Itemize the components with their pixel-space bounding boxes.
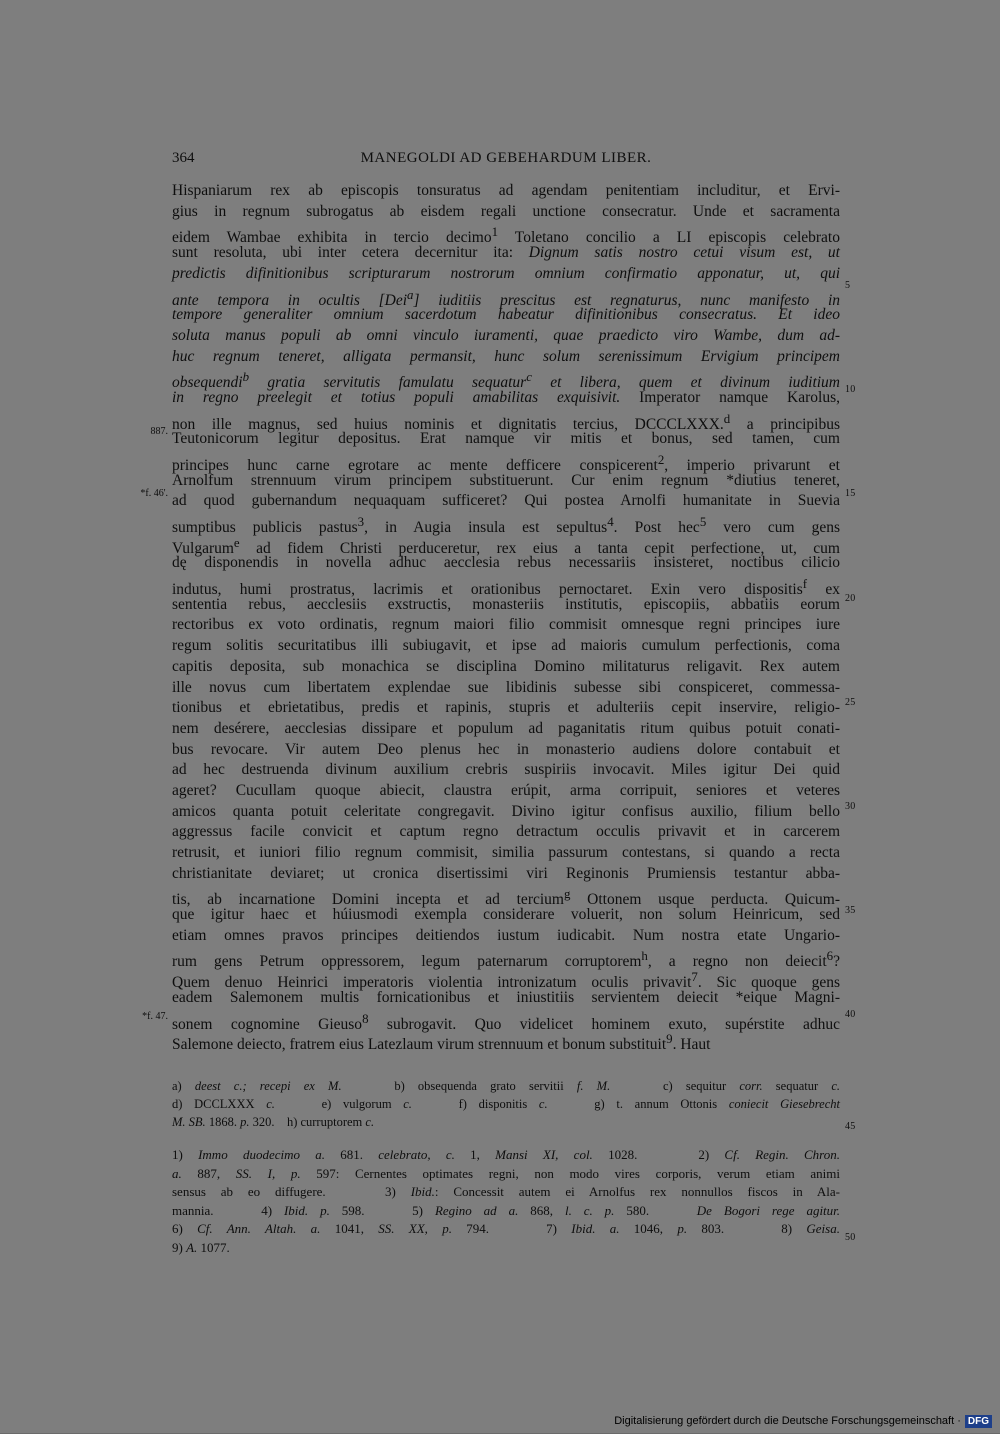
- text-line: sonem cognomine Gieuso$^8$ subrogavit. Quo videlicet hominem exuto, supérstite adhuc: [172, 1010, 840, 1033]
- text-line: ille novus cum libertatem explendae sue libidinis subesse sibi conspiceret, commessa-: [172, 678, 840, 696]
- line-number: 35: [845, 905, 856, 916]
- text-line: indutus, humi prostratus, lacrimis et orationibus pernoctaret. Exin vero dispositis$^f$ ex: [172, 576, 840, 599]
- text-line: rectoribus ex voto ordinatis, regnum maiori filio commisit omnesque regni principes iure: [172, 616, 840, 634]
- page-number: 364: [172, 150, 195, 166]
- footnotes: [172, 1146, 840, 1257]
- text-line: Teutonicorum legitur depositus. Erat namque vir mitis et bonus, sed tamen, cum: [172, 430, 840, 448]
- running-title: MANEGOLDI AD GEBEHARDUM LIBER.: [360, 150, 652, 166]
- text-line: sententia rebus, aecclesiis exstructis, monasteriis institutis, episcopiis, abbatiis eorum: [172, 595, 840, 613]
- main-text: [172, 181, 841, 1054]
- text-line: Vulgarum$^e$ ad fidem Christi perduceretur, rex eius a tanta cepit perfectione, ut, cum: [172, 534, 840, 557]
- line-number: 15: [845, 488, 856, 499]
- text-line: regum solitis securitatibus illi subiugavit, et ipse ad maioris cumulum perfectionis, coma: [172, 637, 840, 655]
- text-line: in regno preelegit et totius populi amabilitas exquisivit. Imperator namque Karolus,: [172, 388, 840, 406]
- margin-note: 887.: [150, 426, 168, 437]
- dfg-logo: DFG: [965, 1415, 992, 1428]
- text-line: rum gens Petrum oppressorem, legum paternarum corruptorem$^h$, a regno non deiecit$^6$?: [172, 948, 840, 971]
- text-line: capitis deposita, sub monachica se disciplina Domino militaturus religavit. Rex autem: [172, 657, 840, 675]
- text-line: ante tempora in ocultis [Dei$^a$] iuditiis prescitus est regnaturus, nunc manifesto in: [172, 286, 841, 309]
- text-line: christianitate deviaret; ut cronica disertissimi viri Reginonis Prumiensis testantur abba-: [172, 864, 840, 882]
- text-line: tis, ab incarnatione Domini incepta et ad tercium$^g$ Ottonem usque perducta. Quicum-: [172, 886, 841, 909]
- line-number: 30: [845, 801, 856, 812]
- text-line: tionibus et ebrietatibus, predis et rapinis, stupris et adulteriis cepit inservire, religio-: [172, 699, 840, 717]
- footer-credit: [614, 1412, 992, 1430]
- text-line: tempore generaliter omnium sacerdotum habeatur difinitionibus consecratus. Et ideo: [172, 306, 840, 324]
- text-line: non ille magnus, sed huius nominis et dignitatis tercius, DCCCLXXX.$^d$ a principibus: [172, 410, 840, 433]
- footnote-line: sensus ab eo diffugere. 3) Ibid.: Concessit autem ei Arnolfus rex nonnullos fiscos in Ala-: [172, 1184, 840, 1199]
- text-line: Quem denuo Heinrici imperatoris violentia intronizatum oculis privavit$^7$. Sic quoque gens: [172, 969, 840, 992]
- footnote-line: a. 887, SS. I, p. 597: Cernentes optimates regni, non modo vires corporis, verum etiam animi: [172, 1165, 840, 1181]
- text-line: aggressus facile convicit et captum regno detractum occulis privavit et in carcerem: [172, 823, 840, 841]
- text-line: ad quod gubernandum nequaquam sufficeret? Qui postea Arnolfi humanitate in Suevia: [172, 492, 840, 510]
- text-line: sunt resoluta, ubi inter cetera decernitur ita: Dignum satis nostro cetui visum est, ut: [172, 244, 840, 262]
- line-number: 45: [845, 1121, 856, 1132]
- text-line: Arnolfum strennuum virum principem substituerunt. Cur enim regnum *diutius teneret,: [172, 471, 840, 489]
- text-line: retrusit, et iuniori filio regnum commisit, similia passurum contestans, si quando a recta: [172, 844, 840, 861]
- apparatus-line: M. SB. 1868. p. 320. h) curruptorem c.: [172, 1115, 375, 1129]
- footnote-line: 6) Cf. Ann. Altah. a. 1041, SS. XX, p. 794. 7) Ibid. a. 1046, p. 803. 8) Geisa.: [172, 1221, 840, 1236]
- text-line: predictis difinitionibus scripturarum nostrorum omnium confirmatio apponatur, ut, qui: [172, 264, 840, 282]
- text-line: huc regnum teneret, alligata permansit, hunc solum serenissimum Ervigium principem: [172, 347, 840, 365]
- line-number: 10: [845, 384, 856, 395]
- line-number: 5: [845, 280, 851, 291]
- footnote-line: 1) Immo duodecimo a. 681. celebrato, c. 1, Mansi XI, col. 1028. 2) Cf. Regin. Chron.: [172, 1147, 841, 1162]
- text-line: nem desérere, aecclesias dissipare et populum ad paganitatis ritum quibus potuit conati-: [172, 719, 840, 737]
- text-line: obsequendi$^b$ gratia servitutis famulatu sequatur$^c$ et libera, quem et divinum iuditium: [172, 369, 840, 392]
- apparatus-line: d) DCCLXXX c. e) vulgorum c. f) disponitis c. g) t. annum Ottonis coniecit Giesebrecht: [172, 1097, 840, 1111]
- line-number: 40: [845, 1009, 856, 1020]
- footnote-line: mannia. 4) Ibid. p. 598. 5) Regino ad a. 868, l. c. p. 580. De Bogori rege agitur.: [172, 1202, 841, 1218]
- text-line: eidem Wambae exhibita in tercio decimo$^1$ Toletano concilio a LI episcopis celebrato: [172, 224, 840, 247]
- text-line: eadem Salemonem multis fornicationibus et iniustitiis servientem deiecit *eique Magni-: [172, 988, 840, 1006]
- footer-text: Digitalisierung gefördert durch die Deutsche Forschungsgemeinschaft ·: [614, 1415, 961, 1427]
- text-line: etiam omnes pravos principes deitiendos iustum iudicabit. Num nostra etate Ungario-: [172, 926, 840, 944]
- text-line: que igitur haec et húiusmodi exempla considerare voluerit, non solum Heinricum, sed: [172, 906, 840, 924]
- line-number: 20: [845, 593, 856, 604]
- text-line: Salemone deiecto, fratrem eius Latezlaum virum strennuum et bonum substituit$^9$. Haut: [172, 1031, 711, 1054]
- text-line: ad hec destruenda divinum auxilium crebris suspiriis invocavit. Miles igitur Dei quid: [172, 761, 840, 779]
- text-line: ageret? Cucullam quoque abiecit, claustra erúpit, arma corripuit, seniores et veteres: [172, 781, 840, 799]
- text-line: Hispaniarum rex ab episcopis tonsuratus ad agendam penitentiam includitur, et Ervi-: [172, 182, 840, 199]
- running-head: [172, 150, 840, 172]
- text-line: gius in regnum subrogatus ab eisdem regali unctione consecratur. Unde et sacramenta: [172, 202, 840, 220]
- text-line: amicos quanta potuit celeritate congregavit. Divino igitur confisus auxilio, filium bello: [172, 802, 840, 820]
- text-line: principes hunc carne egrotare ac mente defficere conspicerent$^2$, imperio privarunt et: [172, 451, 840, 475]
- footnote-line: 9) A. 1077.: [172, 1239, 230, 1255]
- margin-note: *f. 46'.: [140, 488, 168, 499]
- text-line: bus revocare. Vir autem Deo plenus hec in monasterio audiens dolore contabuit et: [172, 740, 840, 758]
- line-number: 25: [845, 697, 856, 708]
- apparatus-line: a) deest c.; recepi ex M. b) obsequenda grato servitii f. M. c) sequitur corr. sequatur c.: [172, 1079, 841, 1093]
- critical-apparatus: [172, 1077, 840, 1131]
- text-line: dę disponendis in novella adhuc aecclesia rebus necessariis insisteret, noctibus cilicio: [172, 554, 840, 572]
- line-number: 50: [845, 1232, 856, 1243]
- text-line: sumptibus publicis pastus$^3$, in Augia insula est sepultus$^4$. Post hec$^5$ vero cum gens: [172, 514, 840, 537]
- text-line: soluta manus populi ab omni vinculo iuramenti, quae praedicto viro Wambe, dum ad-: [172, 326, 840, 344]
- margin-note: *f. 47.: [142, 1011, 168, 1022]
